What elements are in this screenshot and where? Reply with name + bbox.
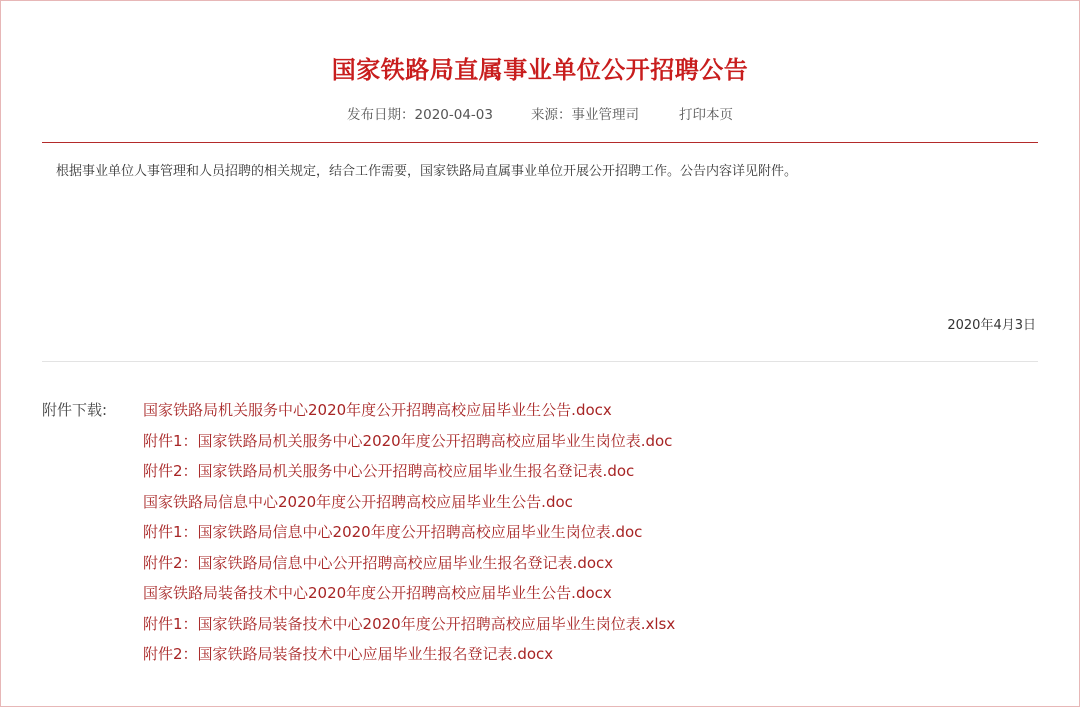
attachment-link[interactable]: 国家铁路局机关服务中心2020年度公开招聘高校应届毕业生公告.docx: [143, 401, 612, 419]
attachment-link[interactable]: 国家铁路局装备技术中心2020年度公开招聘高校应届毕业生公告.docx: [143, 584, 612, 602]
source-label: 来源：事业管理司: [530, 107, 639, 123]
sign-date: 2020年4月3日: [947, 318, 1036, 333]
article-body: 根据事业单位人事管理和人员招聘的相关规定，结合工作需要，国家铁路局直属事业单位开展公开招聘工作。公告内容详见附件。: [56, 164, 798, 179]
attachments-divider: [42, 361, 1038, 362]
attachment-link[interactable]: 附件2：国家铁路局装备技术中心应届毕业生报名登记表.docx: [143, 645, 554, 663]
attachment-link[interactable]: 国家铁路局信息中心2020年度公开招聘高校应届毕业生公告.doc: [143, 492, 573, 511]
attachment-link[interactable]: 附件2：国家铁路局机关服务中心公开招聘高校应届毕业生报名登记表.doc: [143, 462, 635, 480]
attachment-link[interactable]: 附件1：国家铁路局机关服务中心2020年度公开招聘高校应届毕业生岗位表.doc: [143, 431, 673, 450]
attachment-list: [143, 400, 675, 675]
publish-date: 发布日期：2020-04-03: [347, 107, 493, 123]
page-title: 国家铁路局直属事业单位公开招聘公告: [331, 56, 749, 84]
article-meta: [0, 105, 1080, 125]
attachment-link[interactable]: 附件2：国家铁路局信息中心公开招聘高校应届毕业生报名登记表.docx: [143, 553, 614, 572]
title-divider: [42, 142, 1038, 143]
attachment-link[interactable]: 附件1：国家铁路局信息中心2020年度公开招聘高校应届毕业生岗位表.doc: [143, 523, 643, 541]
print-page-link[interactable]: 打印本页: [678, 107, 733, 123]
attachments-label: 附件下载:: [42, 401, 108, 419]
attachment-link[interactable]: 附件1：国家铁路局装备技术中心2020年度公开招聘高校应届毕业生岗位表.xlsx: [143, 614, 676, 633]
